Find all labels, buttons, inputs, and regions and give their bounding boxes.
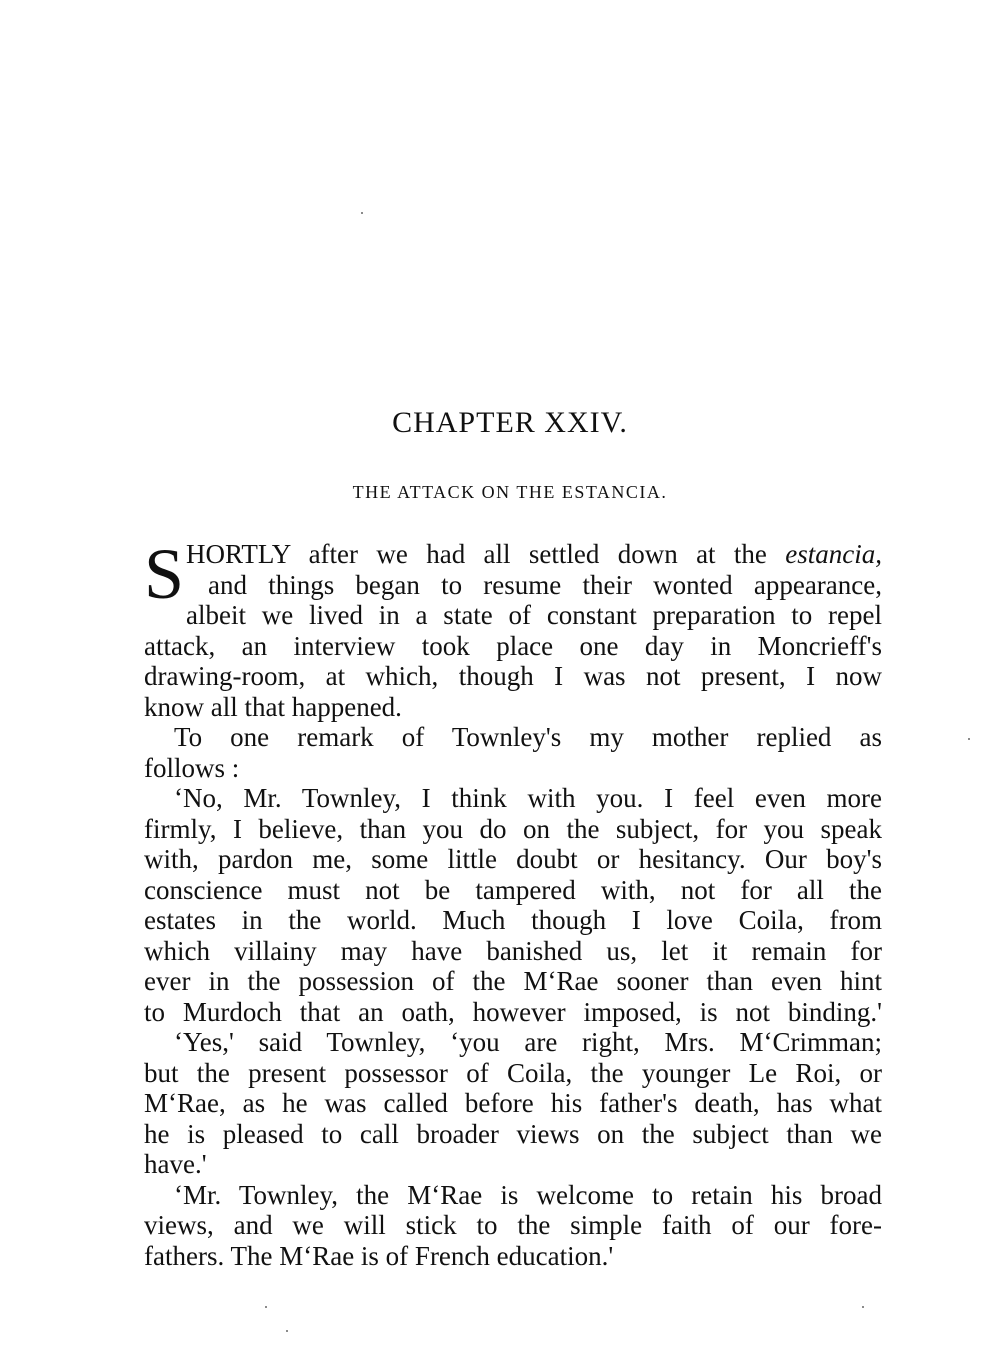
text-line-15: to Murdoch that an oath, however imposed, is not binding.' xyxy=(144,996,882,1027)
text-line-7: follows : xyxy=(144,752,240,783)
chapter-body xyxy=(144,534,882,1271)
text-line-11: conscience must not be tampered with, not for all the xyxy=(144,874,882,905)
first-line-text: HORTLY after we had all settled down at the xyxy=(186,539,767,569)
speck xyxy=(265,1306,267,1308)
chapter-subtitle: THE ATTACK ON THE ESTANCIA. xyxy=(352,482,668,502)
italic-word: estancia, xyxy=(785,539,882,569)
text-line-4: drawing-room, at which, though I was not present, I now xyxy=(144,661,882,691)
speck xyxy=(286,1330,288,1332)
text-line-21: ‘Mr. Townley, the M‘Rae is welcome to retain his broad xyxy=(174,1179,882,1210)
text-line-22: views, and we will stick to the simple faith of our fore- xyxy=(144,1210,882,1240)
text-line-20: have.' xyxy=(144,1149,207,1179)
text-line-13: which villainy may have banished us, let it remain for xyxy=(144,935,882,966)
text-line-19: he is pleased to call broader views on the subject than we xyxy=(144,1118,882,1149)
text-line-8: ‘No, Mr. Townley, I think with you. I feel even more xyxy=(174,783,882,813)
text-line-23: fathers. The M‘Rae is of French education.' xyxy=(144,1240,614,1271)
text-line-12: estates in the world. Much though I love Coila, from xyxy=(144,905,882,935)
text-line-0 xyxy=(144,539,882,570)
text-line-10: with, pardon me, some little doubt or hesitancy. Our boy's xyxy=(144,844,882,874)
text-line-1: and things began to resume their wonted appearance, xyxy=(208,569,882,600)
text-line-5: know all that happened. xyxy=(144,691,402,722)
text-line-14: ever in the possession of the M‘Rae sooner than even hint xyxy=(144,966,882,996)
speck xyxy=(968,738,970,740)
text-line-6: To one remark of Townley's my mother replied as xyxy=(174,722,882,752)
text-line-16: ‘Yes,' said Townley, ‘you are right, Mrs. M‘Crimman; xyxy=(174,1027,882,1057)
text-line-3: attack, an interview took place one day in Moncrieff's xyxy=(144,630,882,661)
speck xyxy=(361,212,363,214)
drop-cap: S xyxy=(144,534,185,614)
chapter-title: CHAPTER XXIV. xyxy=(392,406,628,439)
text-line-2: albeit we lived in a state of constant preparation to repel xyxy=(186,600,882,630)
text-line-17: but the present possessor of Coila, the younger Le Roi, or xyxy=(144,1057,882,1088)
text-line-9: firmly, I believe, than you do on the subject, for you speak xyxy=(144,813,882,844)
speck xyxy=(862,1306,864,1308)
text-line-18: M‘Rae, as he was called before his father's death, has what xyxy=(144,1088,882,1118)
